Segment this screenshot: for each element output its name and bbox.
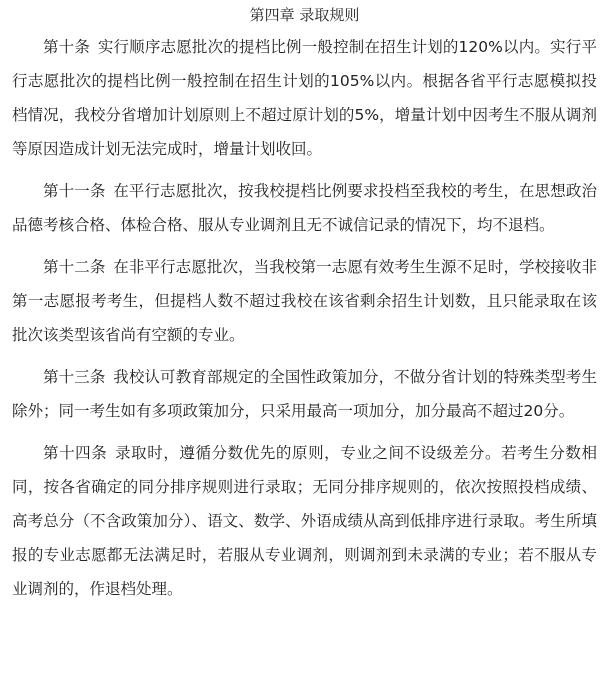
article-text: 在平行志愿批次，按我校提档比例要求投档至我校的考生，在思想政治品德考核合格、体检合格、服从专业调剂且无不诚信记录的情况下，均不退档。 [12,182,597,234]
article-number: 第十二条 [43,258,106,276]
article-text: 在非平行志愿批次，当我校第一志愿有效考生生源不足时，学校接收非第一志愿报考考生，但提档人数不超过我校在该省剩余招生计划数，且只能录取在该批次该类型该省尚有空额的专业。 [12,258,597,344]
article-text: 录取时，遵循分数优先的原则，专业之间不设级差分。若考生分数相同，按各省确定的同分排序规则进行录取；无同分排序规则的，依次按照投档成绩、高考总分（不含政策加分）、语文、数学、外语成绩从高到低排序进行录取。考生所填报的专业志愿都无法满足时，若服从专业调剂，则调剂到未录满的专业；若不服从专业调剂的，作退档处理。 [12,444,597,598]
article-text: 实行顺序志愿批次的提档比例一般控制在招生计划的120%以内。实行平行志愿批次的提档比例一般控制在招生计划的105%以内。根据各省平行志愿模拟投档情况，我校分省增加计划原则上不超过原计划的5%，增量计划中因考生不服从调剂等原因造成计划无法完成时，增量计划收回。 [12,38,597,158]
article-text: 我校认可教育部规定的全国性政策加分，不做分省计划的特殊类型考生除外；同一考生如有多项政策加分，只采用最高一项加分，加分最高不超过20分。 [12,368,597,420]
article-14 [12,436,597,606]
article-number: 第十一条 [43,182,106,200]
article-11 [12,174,597,242]
article-10 [12,30,597,166]
article-number: 第十三条 [43,368,106,386]
article-12 [12,250,597,352]
chapter-title: 第四章 录取规则 [249,6,360,24]
article-13 [12,360,597,428]
article-number: 第十条 [43,38,91,56]
article-number: 第十四条 [43,444,108,462]
